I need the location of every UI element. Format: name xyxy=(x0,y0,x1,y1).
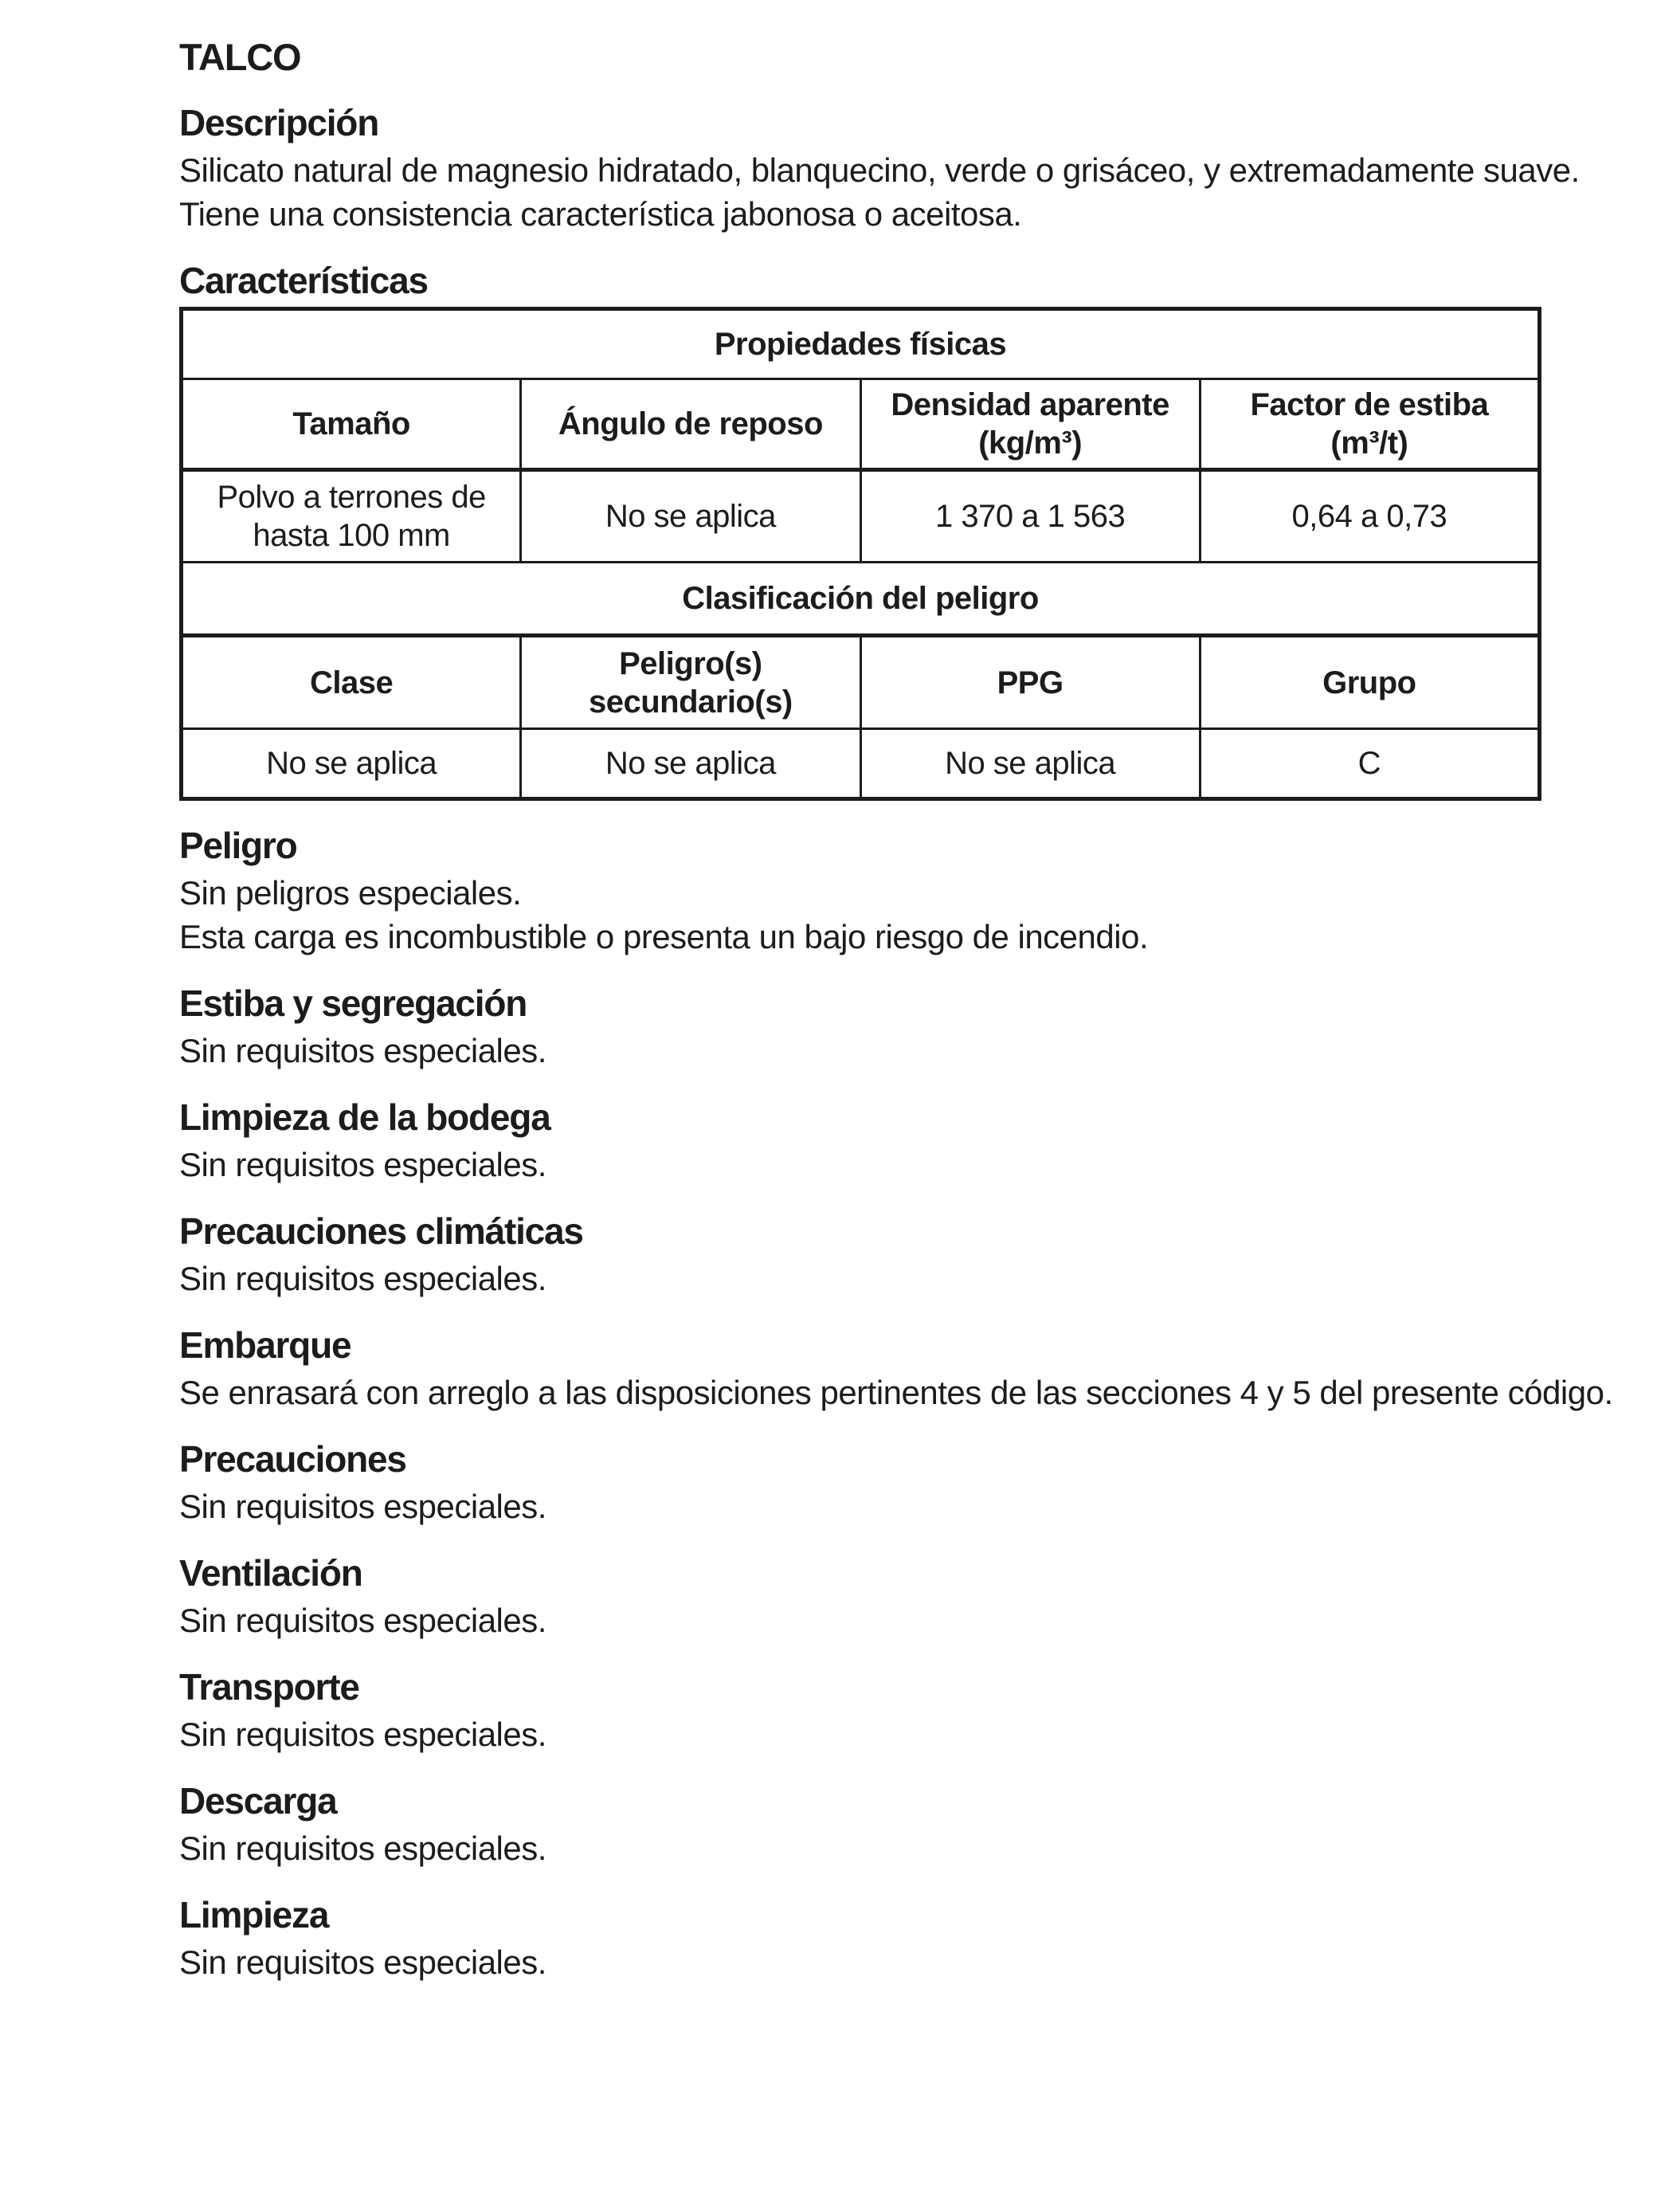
value-ppg: No se aplica xyxy=(860,729,1200,799)
hazard-classification-title-row xyxy=(182,563,1540,636)
col-header-factor-de-estiba: Factor de estiba (m³/t) xyxy=(1200,379,1539,470)
section-descarga xyxy=(179,1780,1549,1870)
precauciones-line-1: Sin requisitos especiales. xyxy=(179,1488,546,1525)
section-heading-estiba-y-segregacion: Estiba y segregación xyxy=(179,982,527,1024)
value-angulo-de-reposo: No se aplica xyxy=(521,470,860,563)
section-heading-transporte: Transporte xyxy=(179,1666,359,1708)
section-heading-peligro: Peligro xyxy=(179,825,297,866)
embarque-line-1: Se enrasará con arreglo a las disposiciones pertinentes de las secciones 4 y 5 del presente código. xyxy=(179,1374,1613,1411)
section-caracteristicas xyxy=(179,260,1549,801)
col-header-densidad-aparente: Densidad aparente (kg/m³) xyxy=(860,379,1200,470)
descarga-line-1: Sin requisitos especiales. xyxy=(179,1830,546,1867)
value-grupo: C xyxy=(1200,729,1539,799)
col-header-angulo-de-reposo: Ángulo de reposo xyxy=(521,379,860,470)
col-header-clase: Clase xyxy=(182,636,521,729)
descripcion-line-2: Tiene una consistencia característica jabonosa o aceitosa. xyxy=(179,195,1022,233)
section-limpieza xyxy=(179,1894,1549,1984)
section-heading-ventilacion: Ventilación xyxy=(179,1552,362,1594)
physical-properties-title-row xyxy=(182,309,1540,379)
limpieza-de-la-bodega-line-1: Sin requisitos especiales. xyxy=(179,1146,546,1183)
characteristics-table xyxy=(179,307,1541,801)
col-header-tamano: Tamaño xyxy=(182,379,521,470)
section-embarque xyxy=(179,1324,1613,1414)
section-estiba-y-segregacion xyxy=(179,982,1549,1073)
section-heading-precauciones-climaticas: Precauciones climáticas xyxy=(179,1210,583,1252)
hazard-header-row xyxy=(182,636,1540,729)
hazard-classification-title: Clasificación del peligro xyxy=(182,563,1540,636)
section-heading-caracteristicas: Características xyxy=(179,260,428,301)
section-heading-limpieza: Limpieza xyxy=(179,1894,329,1936)
physical-header-row xyxy=(182,379,1540,470)
estiba-y-segregacion-line-1: Sin requisitos especiales. xyxy=(179,1032,546,1069)
section-precauciones xyxy=(179,1438,1549,1528)
peligro-line-1: Sin peligros especiales. xyxy=(179,874,522,912)
limpieza-line-1: Sin requisitos especiales. xyxy=(179,1943,546,1981)
section-transporte xyxy=(179,1666,1549,1756)
value-peligros-secundarios: No se aplica xyxy=(521,729,860,799)
col-header-peligros-secundarios: Peligro(s) secundario(s) xyxy=(521,636,860,729)
value-clase: No se aplica xyxy=(182,729,521,799)
section-heading-limpieza-de-la-bodega: Limpieza de la bodega xyxy=(179,1096,550,1138)
physical-values-row xyxy=(182,470,1540,563)
section-heading-embarque: Embarque xyxy=(179,1324,351,1366)
page-title: TALCO xyxy=(179,36,301,78)
section-heading-precauciones: Precauciones xyxy=(179,1438,406,1480)
descripcion-line-1: Silicato natural de magnesio hidratado, blanquecino, verde o grisáceo, y extremadamente suave. xyxy=(179,151,1580,189)
section-peligro xyxy=(179,825,1549,959)
value-tamano: Polvo a terrones de hasta 100 mm xyxy=(182,470,521,563)
section-heading-descripcion: Descripción xyxy=(179,102,379,143)
section-heading-descarga: Descarga xyxy=(179,1780,337,1822)
section-descripcion xyxy=(179,102,1580,236)
transporte-line-1: Sin requisitos especiales. xyxy=(179,1716,546,1753)
precauciones-climaticas-line-1: Sin requisitos especiales. xyxy=(179,1260,546,1297)
section-limpieza-de-la-bodega xyxy=(179,1096,1549,1186)
value-factor-de-estiba: 0,64 a 0,73 xyxy=(1200,470,1539,563)
col-header-ppg: PPG xyxy=(860,636,1200,729)
ventilacion-line-1: Sin requisitos especiales. xyxy=(179,1602,546,1639)
value-densidad-aparente: 1 370 a 1 563 xyxy=(860,470,1200,563)
section-ventilacion xyxy=(179,1552,1549,1642)
peligro-line-2: Esta carga es incombustible o presenta un bajo riesgo de incendio. xyxy=(179,918,1149,955)
section-precauciones-climaticas xyxy=(179,1210,1549,1300)
hazard-values-row xyxy=(182,729,1540,799)
physical-properties-title: Propiedades físicas xyxy=(182,309,1540,379)
col-header-grupo: Grupo xyxy=(1200,636,1539,729)
